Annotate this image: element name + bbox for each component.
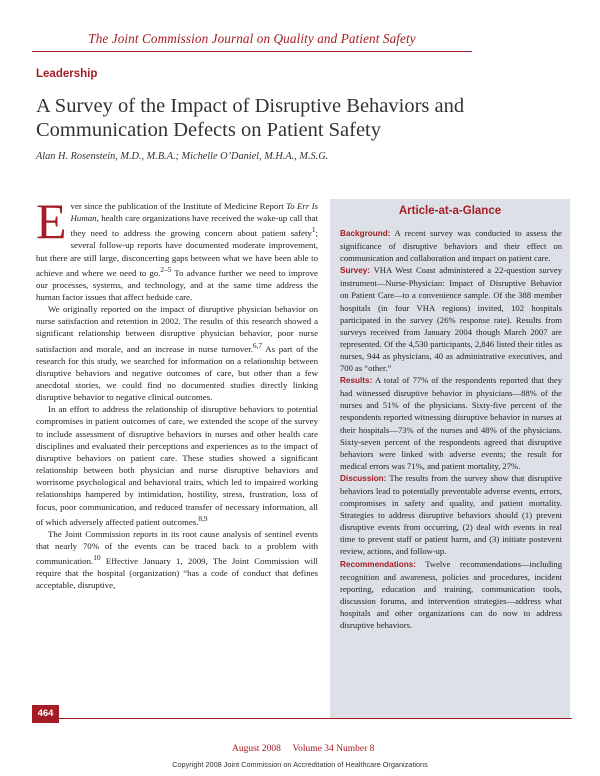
journal-title: The Joint Commission Journal on Quality and Patient Safety — [88, 31, 416, 46]
body-text: The Joint Commission reports in its root cause analysis of sentinel events that nearly 70% of the events can be traced back to a problem with communication. — [36, 528, 318, 567]
body-paragraph-4 — [36, 528, 318, 592]
glance-body — [340, 227, 562, 631]
glance-text: A total of 77% of the respondents reported that they had witnessed disruptive behavior in physicians—88% of the nurses and 51% of the physicians. Sixty-five percent of the respondents reported witnessing disruptive behavior in nurses at their hospitals—73% of the nurses and 48% of the physicians. Sixty-seven percent of the respondents agreed that disruptive behaviors were linked with adverse events; the result for medical errors was 71%, and patient mortality, 27%. — [340, 375, 562, 471]
copyright-notice: Copyright 2008 Joint Commission on Accreditation of Healthcare Organizations — [172, 760, 428, 769]
glance-label: Recommendations: — [340, 559, 416, 569]
glance-discussion — [340, 472, 562, 558]
glance-recommendations — [340, 558, 562, 632]
glance-text: VHA West Coast administered a 22-question survey instrument—Nurse-Physician: Impact of Disruptive Behavior on Patient Care—to a convenience sample. Of the 388 member hospitals (in four VHA regions) invited, 102 hospitals participated in the survey (26% response rate). Results from surveys received from January 2004 though March 2007 are represented. Of the 4,530 participants, 2,846 listed their titles as nurses, 944 as physicians, 40 as administrative executives, and 700 as “other.” — [340, 265, 562, 374]
body-text: Effective January 1, 2009, The Joint Commission will require that the hospital (organization) “has a code of conduct that defines acceptable, disruptive, — [36, 556, 318, 591]
glance-survey — [340, 264, 562, 374]
body-text: We originally reported on the impact of disruptive physician behavior on nurse satisfaction and retention in 2002. The results of this research showed a significant relationship between disruptive physician behavior, poor nurse satisfaction and morale, and an increase in nurse turnover. — [36, 304, 318, 354]
citation: 2–5 — [160, 264, 172, 274]
header-rule — [32, 51, 472, 52]
glance-label: Survey: — [340, 266, 371, 276]
body-text: ver since the publication of the Institute of Medicine Report — [70, 201, 287, 211]
drop-cap: E — [36, 193, 67, 249]
body-text: To advance further we need to improve our processes, systems, and technology, and at the same time address the human factor issues that affect bedside care. — [36, 267, 318, 302]
body-paragraph-2 — [36, 303, 318, 403]
section-label: Leadership — [36, 68, 98, 80]
citation: 10 — [93, 553, 101, 563]
body-text: , health care organizations have received the wake-up call that they need to address the growing concern about patient safety — [70, 213, 318, 239]
glance-title: Article-at-a-Glance — [398, 205, 502, 217]
citation: 6,7 — [252, 340, 263, 350]
body-text: In an effort to address the relationship of disruptive behaviors to potential compromises in patient outcomes of care, we extended the scope of the survey to include assessment of disruptive behaviors in nurses and other health care disciplines and evaluated their perceptions and experiences as to the impact of disruptive behaviors on patient care. These studies showed a significant relationship between both physician and nurse disruptive behaviors and worrisome psychological and behavioral traits, which led to impaired working relationships hampered by intimidation, hostility, stress, frustration, loss of focus, poor communication, and reduced transfer of necessary information, all of which adversely affected patient outcomes. — [36, 404, 318, 527]
citation: 8,9 — [198, 513, 208, 523]
glance-text: A recent survey was conducted to assess the significance of disruptive behaviors and their effect on communication and collaboration and impact on patient care. — [340, 228, 562, 264]
citation: 1 — [311, 225, 316, 235]
article-at-a-glance-panel — [330, 199, 570, 718]
body-paragraph-1 — [36, 193, 319, 303]
glance-label: Results: — [340, 376, 373, 386]
glance-label: Background: — [340, 229, 391, 238]
glance-background — [340, 227, 562, 264]
glance-text: The results from the survey show that disruptive behaviors lead to potentially preventable adverse events, errors, compromises in safety and quality, and patient mortality. Strategies to address disruptive behaviors should (1) prevent disruptive events from occurring, (2) deal with events in real time to prevent staff or patient harm, and (3) initiate postevent review, actions, and follow-up. — [340, 472, 562, 557]
issue-info: August 2008 Volume 34 Number 8 — [232, 744, 375, 754]
glance-label: Discussion: — [340, 473, 387, 483]
glance-results — [340, 374, 562, 472]
glance-text: Twelve recommendations—including recognition and awareness, policies and procedures, incident reporting, education and training, communication tools, discussion forums, and intervention strategies—address what hospitals and other organizations can do now to address disruptive behaviors. — [340, 558, 562, 630]
article-title: A Survey of the Impact of Disruptive Behaviors and Communication Defects on Patient Safety — [36, 95, 465, 141]
body-text: As part of the research for this study, we searched for information on a relationship between disruptive behaviors and negative outcomes of care, but other than a few anecdotal stories, we could find no documented studies directly linking disruptive behavior to negative clinical outcomes. — [36, 343, 318, 403]
authors: Alan H. Rosenstein, M.D., M.B.A.; Michelle O’Daniel, M.H.A., M.S.G. — [36, 151, 329, 162]
report-title: To Err Is Human — [70, 201, 319, 224]
body-column — [36, 193, 319, 592]
body-text: ; several follow-up reports have documented moderate improvement, but there are still large, disconcerting gaps between what we have been able to achieve and where we need to go. — [36, 228, 318, 278]
page-number: 464 — [32, 705, 59, 723]
body-paragraph-3 — [36, 403, 318, 528]
footer-rule — [32, 718, 572, 719]
